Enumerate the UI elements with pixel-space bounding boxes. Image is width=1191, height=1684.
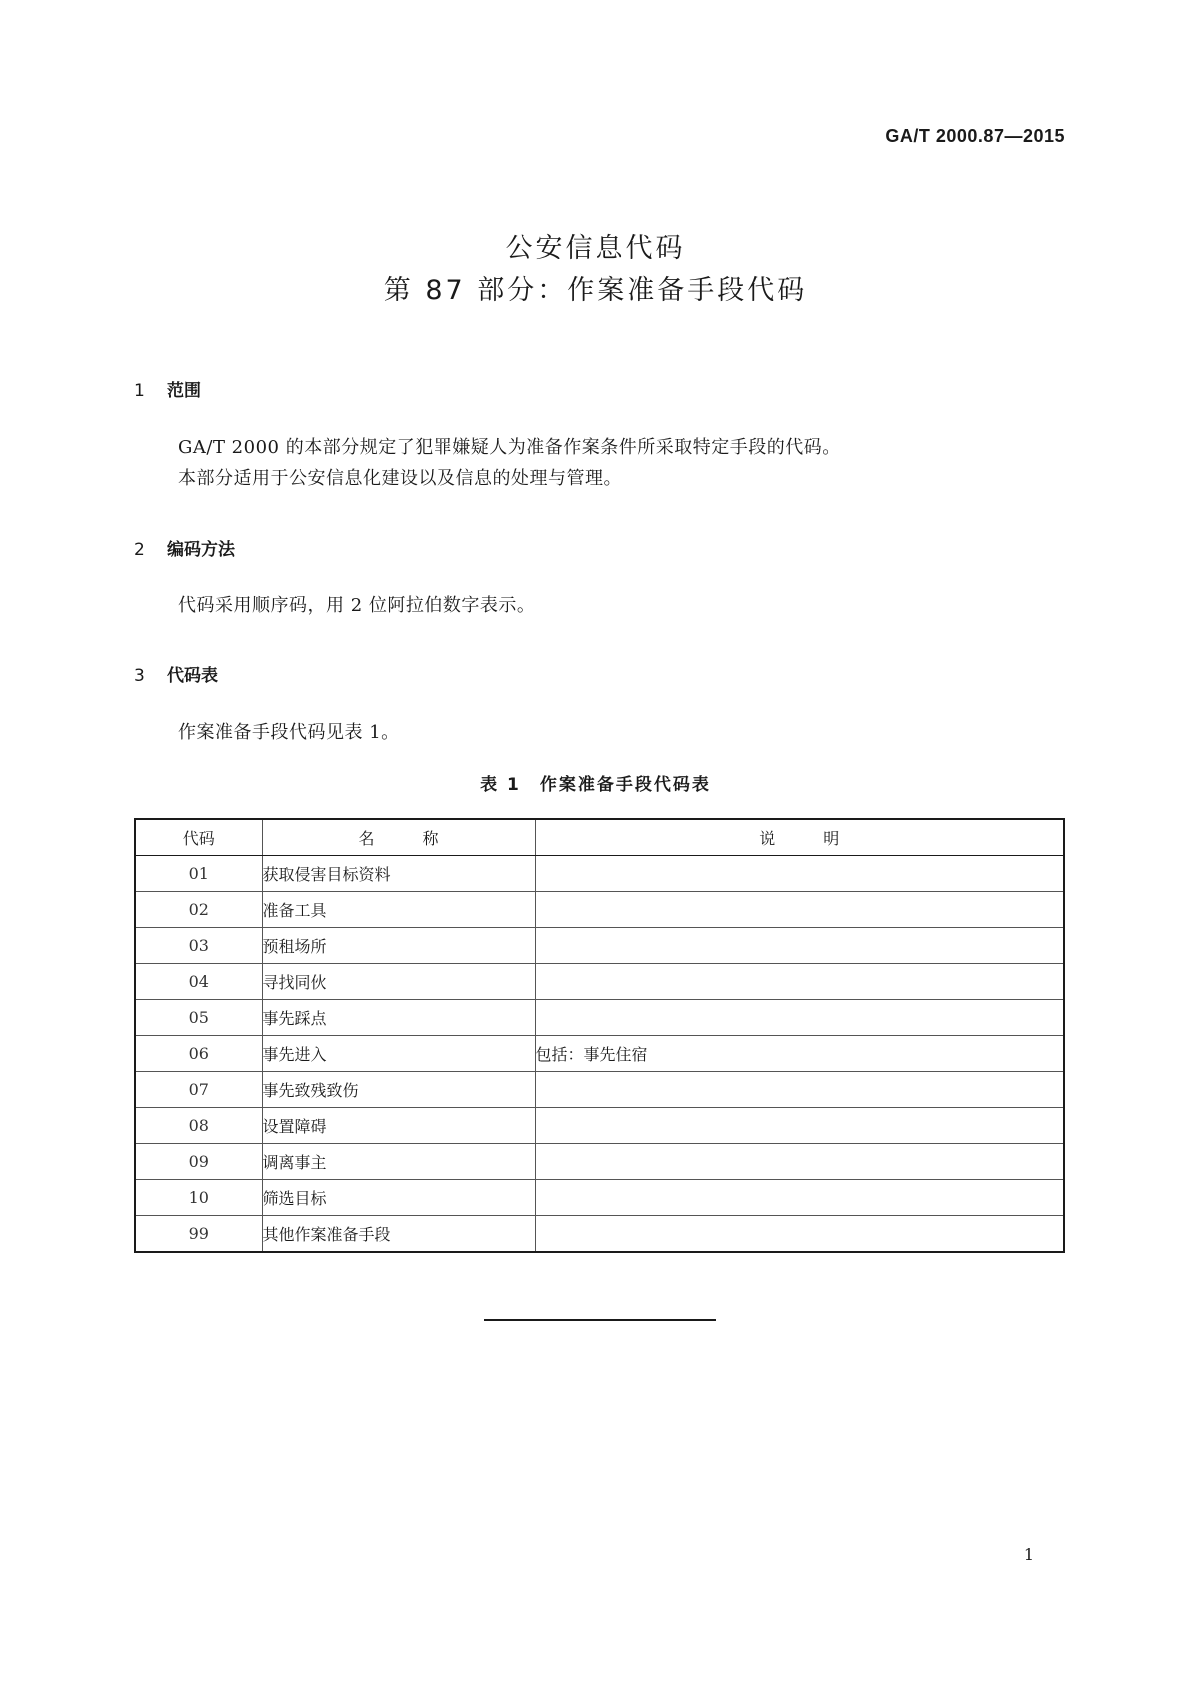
section-1-paragraph-1: GA/T 2000 的本部分规定了犯罪嫌疑人为准备作案条件所采取特定手段的代码。 [178, 437, 841, 458]
section-1-paragraph-2: 本部分适用于公安信息化建设以及信息的处理与管理。 [178, 468, 622, 489]
table-row [135, 1072, 1064, 1108]
cell-name: 设置障碍 [262, 1108, 535, 1144]
header-code: 代码 [135, 819, 262, 856]
section-3-heading [134, 661, 218, 686]
section-2-paragraph-1: 代码采用顺序码，用 2 位阿拉伯数字表示。 [178, 595, 536, 616]
section-1-heading [134, 376, 201, 401]
cell-name: 其他作案准备手段 [262, 1216, 535, 1253]
cell-code: 99 [135, 1216, 262, 1253]
section-2-heading [134, 535, 235, 560]
cell-code: 10 [135, 1180, 262, 1216]
code-table [134, 818, 1065, 1253]
cell-name: 事先进入 [262, 1036, 535, 1072]
cell-code: 02 [135, 892, 262, 928]
section-1-title: 范围 [167, 381, 201, 401]
cell-code: 04 [135, 964, 262, 1000]
table-row [135, 1036, 1064, 1072]
cell-name: 预租场所 [262, 928, 535, 964]
cell-description [535, 964, 1064, 1000]
section-1-number: 1 [134, 381, 145, 401]
cell-description [535, 1000, 1064, 1036]
cell-description [535, 1216, 1064, 1253]
cell-name: 筛选目标 [262, 1180, 535, 1216]
cell-name: 事先踩点 [262, 1000, 535, 1036]
cell-code: 06 [135, 1036, 262, 1072]
section-3-number: 3 [134, 666, 145, 686]
section-3-title: 代码表 [167, 666, 218, 686]
table-row [135, 856, 1064, 892]
page-number: 1 [1023, 1545, 1034, 1564]
table-row [135, 1216, 1064, 1253]
cell-name: 调离事主 [262, 1144, 535, 1180]
cell-description [535, 1072, 1064, 1108]
cell-name: 寻找同伙 [262, 964, 535, 1000]
section-2-number: 2 [134, 540, 145, 560]
cell-code: 03 [135, 928, 262, 964]
table-row [135, 1000, 1064, 1036]
cell-code: 09 [135, 1144, 262, 1180]
cell-name: 准备工具 [262, 892, 535, 928]
table-row [135, 1180, 1064, 1216]
cell-description [535, 892, 1064, 928]
title-line-1: 公安信息代码 [505, 233, 686, 264]
cell-description [535, 1180, 1064, 1216]
header-name: 名 称 [262, 819, 535, 856]
cell-description: 包括：事先住宿 [535, 1036, 1064, 1072]
table-header-row [135, 819, 1064, 856]
section-2-body [178, 590, 535, 621]
table-row [135, 892, 1064, 928]
section-3-paragraph-1: 作案准备手段代码见表 1。 [178, 722, 400, 743]
end-of-document-rule [484, 1319, 716, 1321]
cell-description [535, 1144, 1064, 1180]
cell-name: 获取侵害目标资料 [262, 856, 535, 892]
table-row [135, 964, 1064, 1000]
section-2-title: 编码方法 [167, 540, 235, 560]
table-row [135, 1108, 1064, 1144]
cell-code: 08 [135, 1108, 262, 1144]
cell-code: 07 [135, 1072, 262, 1108]
cell-code: 05 [135, 1000, 262, 1036]
cell-description [535, 1108, 1064, 1144]
standard-number: GA/T 2000.87—2015 [885, 126, 1065, 146]
cell-description [535, 928, 1064, 964]
section-3-body [178, 717, 400, 748]
table-row [135, 928, 1064, 964]
cell-name: 事先致残致伤 [262, 1072, 535, 1108]
table-caption: 表 1 作案准备手段代码表 [480, 775, 711, 795]
header-description: 说 明 [535, 819, 1064, 856]
table-row [135, 1144, 1064, 1180]
title-line-2: 第 87 部分：作案准备手段代码 [383, 275, 808, 306]
section-1-body [178, 432, 841, 494]
cell-description [535, 856, 1064, 892]
cell-code: 01 [135, 856, 262, 892]
document-title [0, 228, 1191, 312]
